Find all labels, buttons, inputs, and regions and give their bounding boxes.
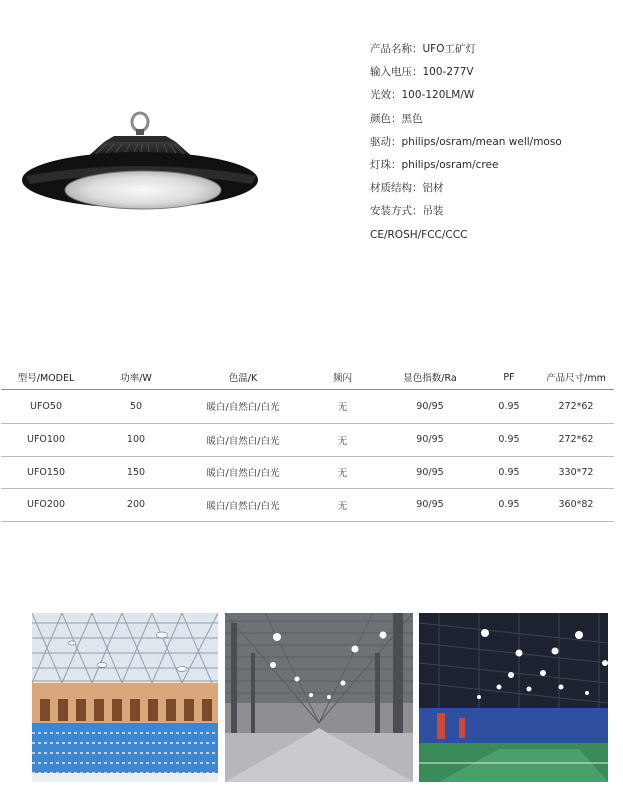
col-header-flicker: 频闪: [305, 366, 380, 389]
gymnasium-photo: [419, 613, 608, 782]
cell-cri: 90/95: [380, 423, 480, 456]
col-header-pf: PF: [480, 366, 538, 389]
cell-flicker: 无: [305, 456, 380, 488]
cell-pf: 0.95: [480, 488, 538, 521]
cell-cct: 暖白/自然白/白光: [181, 488, 305, 521]
cell-pf: 0.95: [480, 389, 538, 423]
cell-size: 330*72: [538, 456, 614, 488]
cell-cri: 90/95: [380, 389, 480, 423]
spec-list: [370, 41, 615, 250]
cell-pf: 0.95: [480, 456, 538, 488]
cell-pf: 0.95: [480, 423, 538, 456]
spec-product-name: 产品名称：UFO工矿灯: [370, 43, 476, 55]
col-header-cri: 显色指数/Ra: [380, 366, 480, 389]
cell-model: UFO200: [1, 488, 91, 521]
spec-efficacy: 光效：100-120LM/W: [370, 89, 475, 102]
col-header-size: 产品尺寸/mm: [538, 366, 614, 389]
col-header-power: 功率/W: [91, 366, 181, 389]
cell-cri: 90/95: [380, 488, 480, 521]
cell-model: UFO50: [1, 389, 91, 423]
cell-power: 150: [91, 456, 181, 488]
cell-model: UFO150: [1, 456, 91, 488]
swimming-pool-photo: [32, 613, 218, 782]
spec-driver: 驱动：philips/osram/mean well/moso: [370, 135, 562, 148]
cell-size: 360*82: [538, 488, 614, 521]
model-table: [1, 366, 614, 522]
cell-flicker: 无: [305, 488, 380, 521]
table-header-row: [1, 366, 614, 389]
cell-size: 272*62: [538, 389, 614, 423]
spec-certifications: CE/ROSH/FCC/CCC: [370, 228, 468, 241]
cell-flicker: 无: [305, 389, 380, 423]
col-header-model: 型号/MODEL: [1, 366, 91, 389]
table-row: [1, 488, 614, 521]
cell-cri: 90/95: [380, 456, 480, 488]
table-row: [1, 456, 614, 488]
cell-power: 200: [91, 488, 181, 521]
cell-power: 50: [91, 389, 181, 423]
table-row: [1, 389, 614, 423]
cell-power: 100: [91, 423, 181, 456]
cell-size: 272*62: [538, 423, 614, 456]
spec-input-voltage: 输入电压：100-277V: [370, 66, 474, 79]
spec-installation: 安装方式：吊装: [370, 205, 444, 218]
table-row: [1, 423, 614, 456]
cell-model: UFO100: [1, 423, 91, 456]
warehouse-photo: [225, 613, 413, 782]
spec-material: 材质结构：铝材: [370, 182, 444, 195]
spec-led-chip: 灯珠：philips/osram/cree: [370, 158, 499, 171]
product-photo: [16, 96, 266, 226]
cell-flicker: 无: [305, 423, 380, 456]
cell-cct: 暖白/自然白/白光: [181, 456, 305, 488]
spec-color: 颜色：黑色: [370, 112, 423, 125]
col-header-cct: 色温/K: [181, 366, 305, 389]
cell-cct: 暖白/自然白/白光: [181, 423, 305, 456]
cell-cct: 暖白/自然白/白光: [181, 389, 305, 423]
